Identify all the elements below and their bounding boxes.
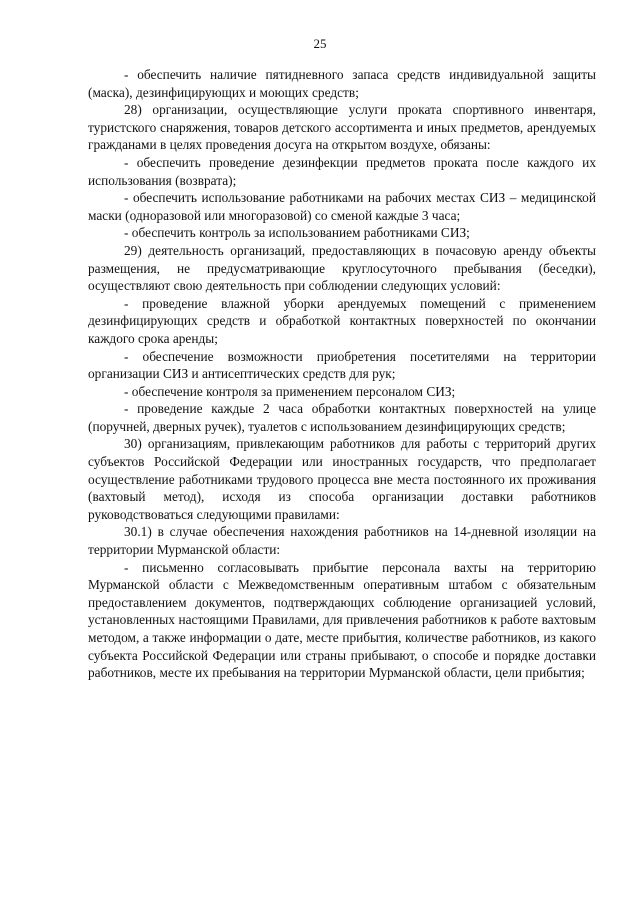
document-body xyxy=(88,66,596,682)
paragraph-item-30: 30) организациям, привлекающим работников для работы с территорий других субъектов Российской Федерации или иностранных государств, что предполагает осуществление работниками трудового процесса вне места постоянного их проживания (вахтовый метод), исходя из способа организации доставки работников руководствоваться следующими правилами: xyxy=(88,436,596,522)
paragraph-shift-approval: - письменно согласовывать прибытие персонала вахты на территорию Мурманской области с Межведомственным оперативным штабом с обязательным предоставлением документов, подтверждающих соблюдение организацией условий, установленных настоящими Правилами, для привлечения работников к работе вахтовым методом, а также информации о дате, месте прибытия, количестве работников, из какого субъекта Российской Федерации или страны прибывают, о способе и порядке доставки работников, месте их пребывания на территории Мурманской области, цели прибытия; xyxy=(88,559,596,681)
paragraph-item-28: 28) организации, осуществляющие услуги проката спортивного инвентаря, туристского снаряжения, товаров детского ассортимента и иных предметов, арендуемых гражданами в целях проведения досуга на открытом воздухе, обязаны: xyxy=(88,102,596,153)
paragraph-wet-cleaning: - проведение влажной уборки арендуемых помещений с применением дезинфицирующих средств и обработкой контактных поверхностей по окончании каждого срока аренды; xyxy=(88,295,596,346)
paragraph-ppe-control: - обеспечить контроль за использованием работниками СИЗ; xyxy=(124,225,470,241)
paragraph-item-29: 29) деятельность организаций, предоставляющих в почасовую аренду объекты размещения, не предусматривающие круглосуточного пребывания (беседки), осуществляют свою деятельность при соблюдении следующих условий: xyxy=(88,242,596,294)
page-number: 25 xyxy=(313,36,327,51)
paragraph-ppe-supply: - обеспечить наличие пятидневного запаса средств индивидуальной защиты (маска), дезинфицирующих и моющих средств; xyxy=(88,67,596,100)
paragraph-antiseptic-availability: - обеспечение возможности приобретения посетителями на территории организации СИЗ и антисептических средств для рук; xyxy=(88,348,596,382)
paragraph-masks-workers: - обеспечить использование работниками на рабочих местах СИЗ – медицинской маски (одноразовой или многоразовой) со сменой каждые 3 часа; xyxy=(88,190,596,223)
paragraph-surface-treatment: - проведение каждые 2 часа обработки контактных поверхностей на улице (поручней, дверных ручек), туалетов с использованием дезинфицирующих средств; xyxy=(88,401,596,434)
paragraph-disinfection-rentals: - обеспечить проведение дезинфекции предметов проката после каждого их использования (возврата); xyxy=(88,154,596,188)
paragraph-staff-ppe-control: - обеспечение контроля за применением персоналом СИЗ; xyxy=(124,383,456,399)
paragraph-item-30-1: 30.1) в случае обеспечения нахождения работников на 14-дневной изоляции на территории Мурманской области: xyxy=(88,524,596,558)
